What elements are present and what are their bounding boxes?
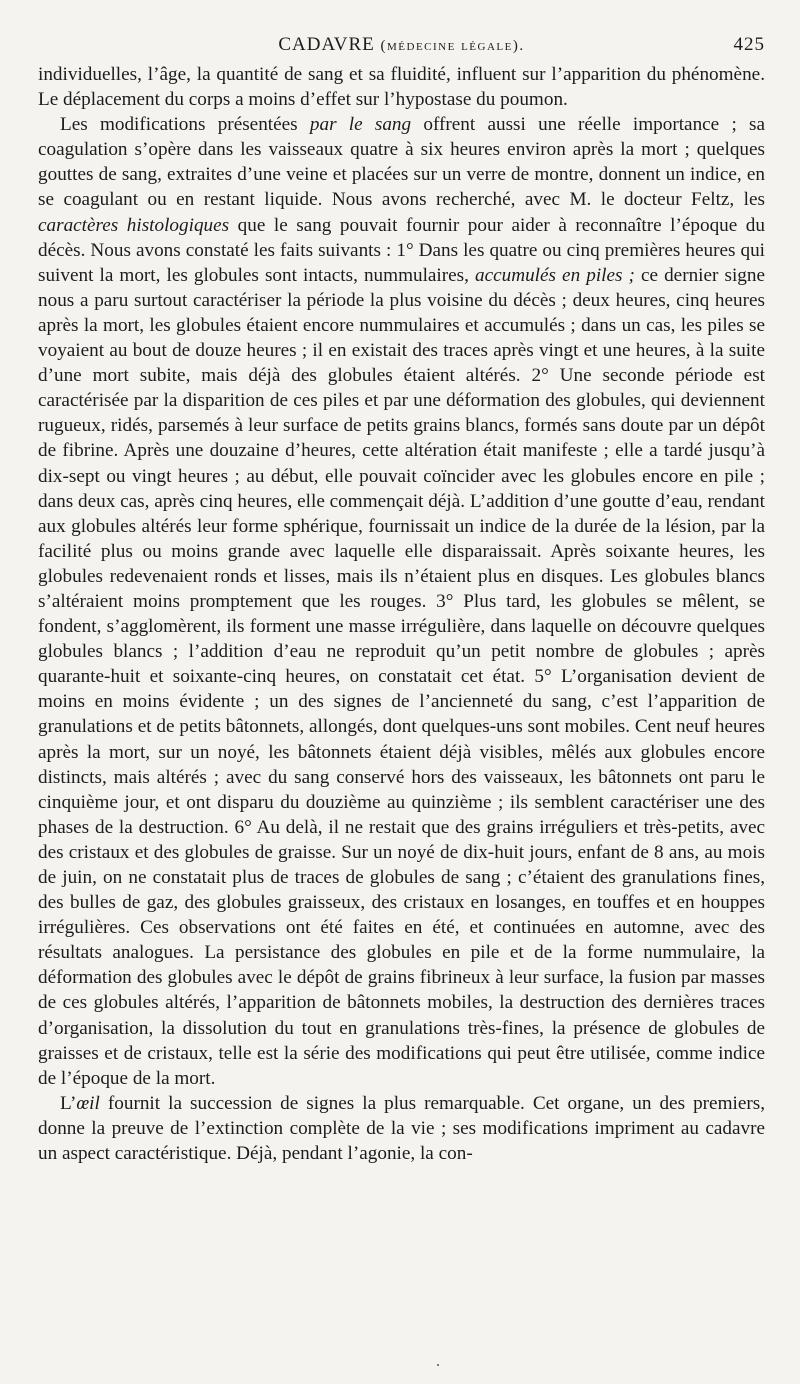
italic-text: accumulés en piles ; — [475, 264, 635, 286]
body-text — [38, 62, 765, 1166]
book-page — [38, 28, 765, 1166]
paragraph — [38, 62, 765, 112]
text-run: ce dernier signe nous a paru surtout caractériser la période la plus voisine du décès ; deux heures, cinq heures après la mort, les globules étaient encore nummulaires et accumulés ; dans un cas, les piles se voyaient au bout de douze heures ; il en existait des traces après vingt et une heures, à la suite d’une mort subite, mais déjà des globules étaient altérés. 2° Une seconde période est caractérisée par la disparition de ces piles et par une déformation des globules, qui deviennent rugueux, ridés, parsemés à leur surface de petits grains blancs, formés sans doute par un dépôt de fibrine. Après une douzaine d’heures, cette altération était manifeste ; elle a tardé jusqu’à dix-sept ou vingt heures ; au début, elle pouvait coïncider avec les globules encore en pile ; dans deux cas, après cinq heures, elle commençait déjà. L’addition d’une goutte d’eau, rendant aux globules altérés leur forme sphérique, fournissait un indice de la durée de la lésion, par la facilité plus ou moins grande avec laquelle elle disparaissait. Après soixante heures, les globules redevenaient ronds et lisses, mais ils n’étaient plus en disques. Les globules blancs s’altéraient moins promptement que les rouges. 3° Plus tard, les globules se mêlent, se fondent, s’agglomèrent, ils forment une masse irrégulière, dans laquelle on découvre quelques globules blancs ; l’addition d’eau ne reproduit qu’un petit nombre de globules ; après quarante-huit et soixante-cinq heures, on constatait cet état. 5° L’organisation devient de moins en moins évidente ; un des signes de l’ancienneté du sang, c’est l’apparition de granulations et de petits bâtonnets, allongés, dont quelques-uns sont mobiles. Cent neuf heures après la mort, sur un noyé, les bâtonnets étaient déjà visibles, mêlés aux globules encore distincts, mais altérés ; avec du sang conservé hors des vaisseaux, les bâtonnets ont paru le cinquième jour, et ont disparu du douzième au quinzième ; ils semblent caractériser une des phases de la destruction. 6° Au delà, il ne restait que des grains irréguliers et très-petits, avec des cristaux et des globules de graisse. Sur un noyé de dix-huit jours, enfant de 8 ans, au mois de juin, on ne constatait plus de traces de globules de sang ; c’étaient des granulations fines, des bulles de gaz, des globules graisseux, des cristaux en losanges, en touffes et en houppes irrégulières. Ces observations ont été faites en été, et continuées en automne, avec des résultats analogues. La persistance des globules en pile et de la forme nummulaire, la déformation des globules avec le dépôt de grains fibrineux à leur surface, la fusion par masses de ces globules altérés, l’apparition de bâtonnets mobiles, la destruction des dernières traces d’organisation, la dissolution du tout en granulations très-fines, la présence de globules de graisses et de cristaux, telle est la série des modifications qui peut être utilisée, comme indice de l’époque de la mort. — [38, 264, 765, 1089]
running-title — [278, 34, 524, 56]
text-run: que le sang pouvait fournir pour aider à reconnaître l’époque du décès. Nous avons constaté les faits suivants : 1° Dans les quatre ou cinq premières heures qui suivent la mort, les globules sont intacts, nummulaires, — [38, 214, 765, 286]
running-header — [38, 28, 765, 62]
page-number: 425 — [733, 34, 765, 55]
italic-text: caractères histologiques — [38, 214, 230, 236]
text-run: individuelles, l’âge, la quantité de sang et sa fluidité, influent sur l’apparition du phénomène. Le déplacement du corps a moins d’effet sur l’hypostase du poumon. — [38, 64, 765, 111]
italic-text: œil — [76, 1092, 100, 1114]
italic-text: par le sang — [309, 114, 412, 136]
text-run: offrent aussi une réelle importance ; sa coagulation s’opère dans les vaisseaux quatre à six heures environ après la mort ; quelques gouttes de sang, extraites d’une veine et placées sur un verre de montre, donnent un indice, en se coagulant ou en restant liquide. Nous avons recherché, avec M. le docteur Feltz, les — [38, 114, 766, 211]
text-run: L’ — [60, 1092, 77, 1114]
header-subtitle: (médecine légale). — [380, 38, 525, 54]
paragraph — [38, 112, 765, 1091]
paragraph — [38, 1091, 765, 1166]
header-title: CADAVRE — [278, 34, 375, 55]
ink-speck — [437, 1364, 439, 1366]
text-run: Les modifications présentées — [60, 114, 310, 136]
text-run: fournit la succession de signes la plus remarquable. Cet organe, un des premiers, donne la preuve de l’extinction complète de la vie ; ses modifications impriment au cadavre un aspect caractéristique. Déjà, pendant l’agonie, la con- — [38, 1092, 765, 1165]
